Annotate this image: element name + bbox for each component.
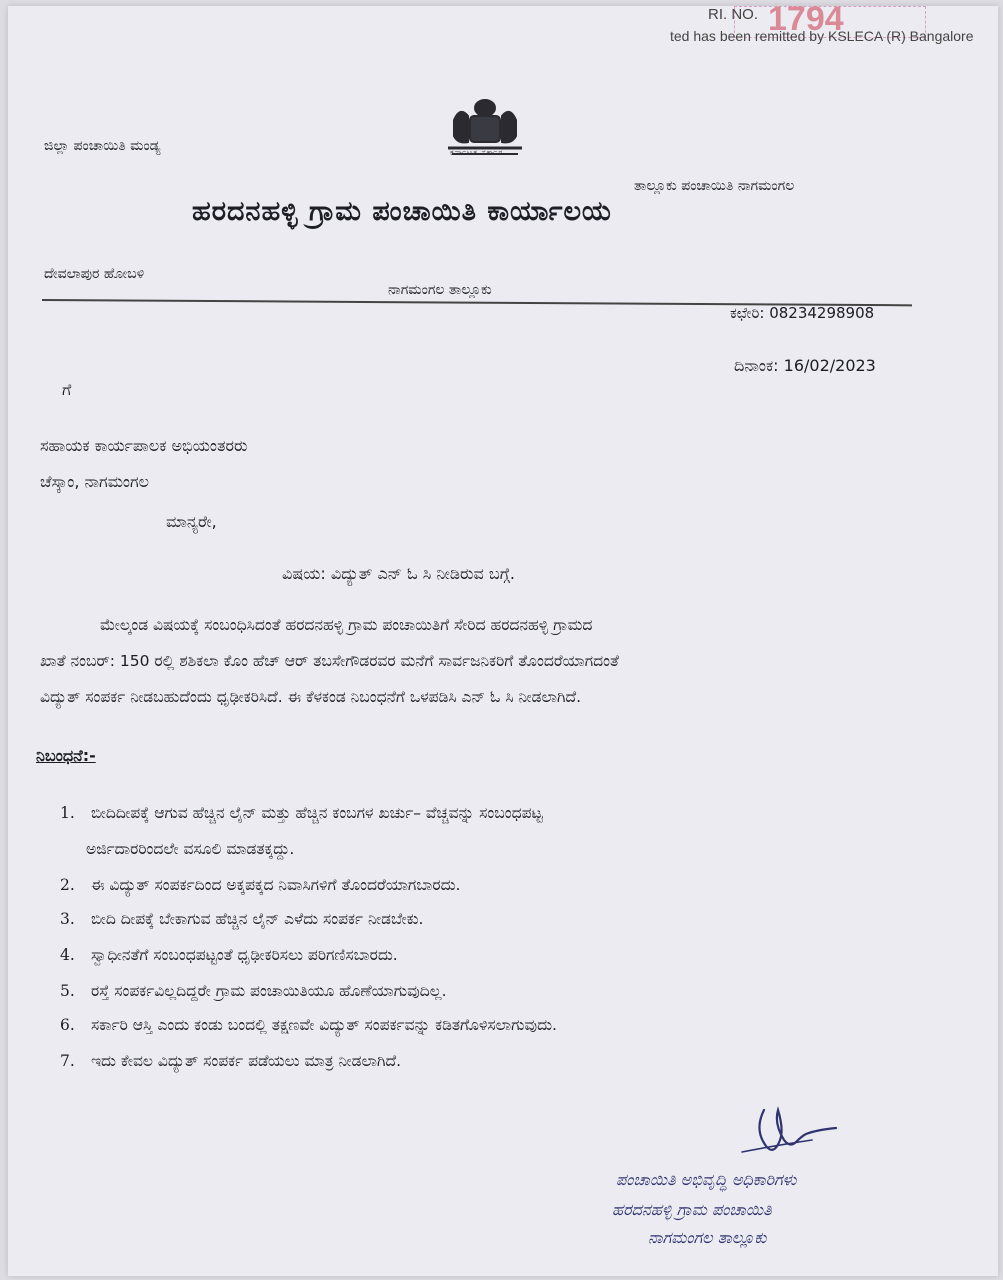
letter-date: ದಿನಾಂಕ: 16/02/2023 (734, 356, 876, 375)
condition-item (60, 876, 460, 895)
emblem-caption: ಕರ್ನಾಟಕ ಸರ್ಕಾರ (450, 148, 504, 157)
condition-text: ರಸ್ತೆ ಸಂಪರ್ಕವಿಲ್ಲದಿದ್ದರೇ ಗ್ರಾಮ ಪಂಚಾಯಿತಿಯೂ ಹೊಣೆಯಾಗುವುದಿಲ್ಲ. (90, 982, 447, 1000)
condition-item (60, 1016, 557, 1035)
condition-text: ಈ ವಿದ್ಯುತ್ ಸಂಪರ್ಕದಿಂದ ಅಕ್ಕಪಕ್ಕದ ನಿವಾಸಿಗಳಿಗೆ ತೊಂದರೆಯಾಗಬಾರದು. (90, 876, 461, 894)
hobli-name: ದೇವಲಾಪುರ ಹೋಬಳಿ (44, 266, 145, 282)
condition-text: ಬೀದಿದೀಪಕ್ಕೆ ಆಗುವ ಹೆಚ್ಚಿನ ಲೈನ್ ಮತ್ತು ಹೆಚ್ಚಿನ ಕಂಬಗಳ ಖರ್ಚು– ವೆಚ್ಚವನ್ನು ಸಂಬಂಧಪಟ್ಟ (90, 804, 543, 822)
condition-text: ಸ್ವಾಧೀನತೆಗೆ ಸಂಬಂಧಪಟ್ಟಂತೆ ಧೃಢೀಕರಿಸಲು ಪರಿಗಣಿಸಬಾರದು. (90, 946, 398, 964)
condition-number: 3. (60, 910, 75, 928)
stamp-text: ted has been remitted by KSLECA (R) Bangalore (670, 28, 974, 44)
condition-item (60, 804, 543, 823)
condition-number: 1. (60, 804, 75, 822)
district-panchayat: ಜಿಲ್ಲಾ ಪಂಚಾಯಿತಿ ಮಂಡ್ಯ (44, 138, 161, 154)
condition-text: ಇದು ಕೇವಲ ವಿದ್ಯುತ್ ಸಂಪರ್ಕ ಪಡೆಯಲು ಮಾತ್ರ ನೀಡಲಾಗಿದೆ. (90, 1052, 402, 1070)
salutation: ಮಾನ್ಯರೇ, (166, 512, 217, 531)
stamp-ri-label: RI. NO. (708, 6, 759, 23)
condition-number: 6. (60, 1016, 75, 1034)
condition-number: 7. (60, 1052, 75, 1070)
signatory-taluk: ನಾಗಮಂಗಲ ತಾಲ್ಲೂಕು (648, 1228, 767, 1247)
recipient-office: ಚೆಸ್ಕಾಂ, ನಾಗಮಂಗಲ (40, 472, 150, 491)
header-divider (42, 299, 912, 306)
condition-text: ಬೀದಿ ದೀಪಕ್ಕೆ ಬೇಕಾಗುವ ಹೆಚ್ಚಿನ ಲೈನ್ ಎಳೆದು ಸಂಪರ್ಕ ನೀಡಬೇಕು. (90, 910, 424, 928)
condition-item (60, 982, 447, 1001)
condition-item-continued (86, 840, 294, 859)
signatory-title: ಪಂಚಾಯಿತಿ ಅಭಿವೃದ್ಧಿ ಅಧಿಕಾರಿಗಳು (616, 1170, 797, 1189)
taluk-name: ನಾಗಮಂಗಲ ತಾಲ್ಲೂಕು (388, 282, 492, 298)
recipient-to: ಗೆ (62, 380, 72, 399)
condition-number: 5. (60, 982, 75, 1000)
condition-text: ಅರ್ಜಿದಾರರಿಂದಲೇ ವಸೂಲಿ ಮಾಡತಕ್ಕದ್ದು. (86, 840, 295, 858)
condition-number: 4. (60, 946, 75, 964)
office-phone: ಕಛೇರಿ: 08234298908 (730, 304, 875, 322)
remittance-stamp (648, 0, 1003, 46)
condition-item (60, 946, 398, 965)
condition-number: 2. (60, 876, 75, 894)
stamp-number: 1794 (768, 0, 844, 38)
conditions-heading: ನಿಬಂಧನೆ:- (36, 746, 96, 765)
condition-text: ಸರ್ಕಾರಿ ಆಸ್ತಿ ಎಂದು ಕಂಡು ಬಂದಲ್ಲಿ ತಕ್ಷಣವೇ ವಿದ್ಯುತ್ ಸಂಪರ್ಕವನ್ನು ಕಡಿತಗೊಳಿಸಲಾಗುವುದು. (90, 1016, 557, 1034)
signature-mark (734, 1098, 844, 1178)
letter-sheet (8, 0, 998, 1276)
body-line-1: ಮೇಲ್ಕಂಡ ವಿಷಯಕ್ಕೆ ಸಂಬಂಧಿಸಿದಂತೆ ಹರದನಹಳ್ಳಿ ಗ್ರಾಮ ಪಂಚಾಯಿತಿಗೆ ಸೇರಿದ ಹರದನಹಳ್ಳಿ ಗ್ರಾಮದ (100, 616, 593, 634)
office-title: ಹರದನಹಳ್ಳಿ ಗ್ರಾಮ ಪಂಚಾಯಿತಿ ಕಾರ್ಯಾಲಯ (192, 196, 612, 227)
taluk-panchayat: ತಾಲ್ಲೂಕು ಪಂಚಾಯಿತಿ ನಾಗಮಂಗಲ (634, 178, 795, 194)
condition-item (60, 910, 423, 929)
body-line-2: ಖಾತೆ ನಂಬರ್: 150 ರಲ್ಲಿ ಶಶಿಕಲಾ ಕೊಂ ಹೆಚ್ ಆರ್ ತಬಸೇಗೌಡರವರ ಮನೆಗೆ ಸಾರ್ವಜನಿಕರಿಗೆ ತೊಂದರೆಯಾಗದಂತೆ (40, 652, 619, 670)
signatory-office: ಹರದನಹಳ್ಳಿ ಗ್ರಾಮ ಪಂಚಾಯಿತಿ (612, 1200, 772, 1219)
body-line-3: ವಿದ್ಯುತ್ ಸಂಪರ್ಕ ನೀಡಬಹುದೆಂದು ಧೃಢೀಕರಿಸಿದೆ. ಈ ಕೆಳಕಂಡ ನಿಬಂಧನೆಗೆ ಒಳಪಡಿಸಿ ಎನ್ ಓ ಸಿ ನೀಡಲಾಗಿದೆ. (40, 688, 582, 706)
recipient-designation: ಸಹಾಯಕ ಕಾರ್ಯಪಾಲಕ ಅಭಿಯಂತರರು (40, 436, 248, 455)
condition-item (60, 1052, 401, 1071)
subject-line: ವಿಷಯ: ವಿದ್ಯುತ್ ಎನ್ ಓ ಸಿ ನೀಡಿರುವ ಬಗ್ಗೆ. (282, 564, 515, 583)
